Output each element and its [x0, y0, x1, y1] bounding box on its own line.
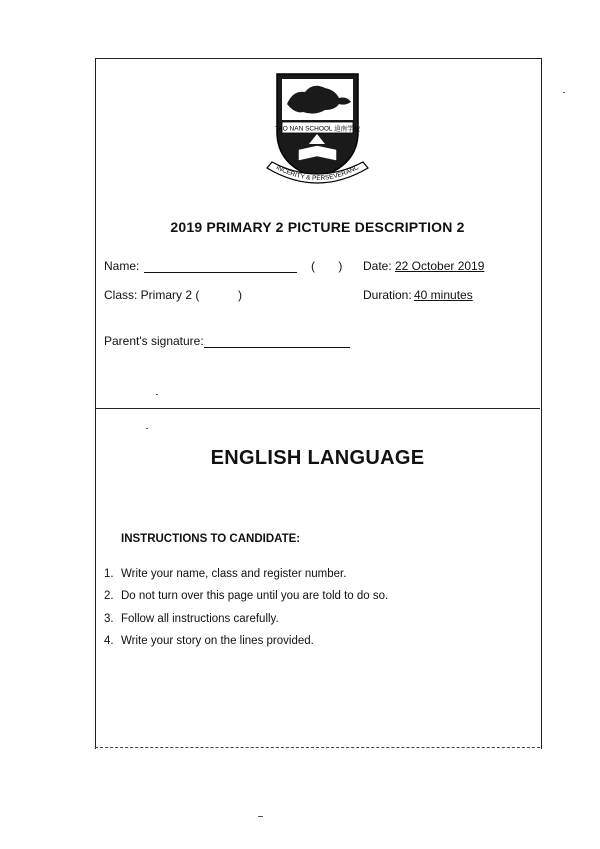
scan-speck [146, 428, 148, 429]
scan-speck [258, 816, 263, 817]
date-value: 22 October 2019 [395, 259, 485, 273]
scan-speck [563, 92, 565, 93]
instructions-heading: INSTRUCTIONS TO CANDIDATE: [121, 533, 301, 545]
list-item: 2. Do not turn over this page until you are told to do so. [104, 590, 389, 603]
name-label: Name: [104, 259, 140, 273]
exam-title: 2019 PRIMARY 2 PICTURE DESCRIPTION 2 [170, 219, 465, 235]
list-item: 3. Follow all instructions carefully. [104, 612, 279, 625]
name-field[interactable] [144, 260, 297, 273]
scan-speck [156, 394, 158, 395]
crest-motto: INCERITY & PERSEVERANC [274, 164, 361, 183]
class-close-bracket: ) [238, 288, 242, 302]
bottom-border [95, 747, 540, 748]
duration-value: 40 minutes [414, 288, 473, 302]
section-divider [95, 408, 540, 409]
class-label: Class: Primary 2 ( [104, 288, 200, 302]
list-item: 4. Write your story on the lines provided. [104, 634, 314, 647]
list-item: 1. Write your name, class and register number. [104, 568, 347, 580]
crest-banner-text: TAO NAN SCHOOL 道南学校 [274, 125, 361, 133]
school-crest [265, 70, 370, 190]
subject-title: ENGLISH LANGUAGE [210, 447, 425, 469]
parent-signature-field[interactable] [204, 335, 350, 348]
register-number-field[interactable]: ( ) [311, 259, 343, 273]
instructions-list [104, 568, 388, 657]
duration-label: Duration: [363, 288, 412, 302]
date-label: Date: [363, 259, 392, 273]
parent-signature-label: Parent's signature: [104, 334, 204, 348]
